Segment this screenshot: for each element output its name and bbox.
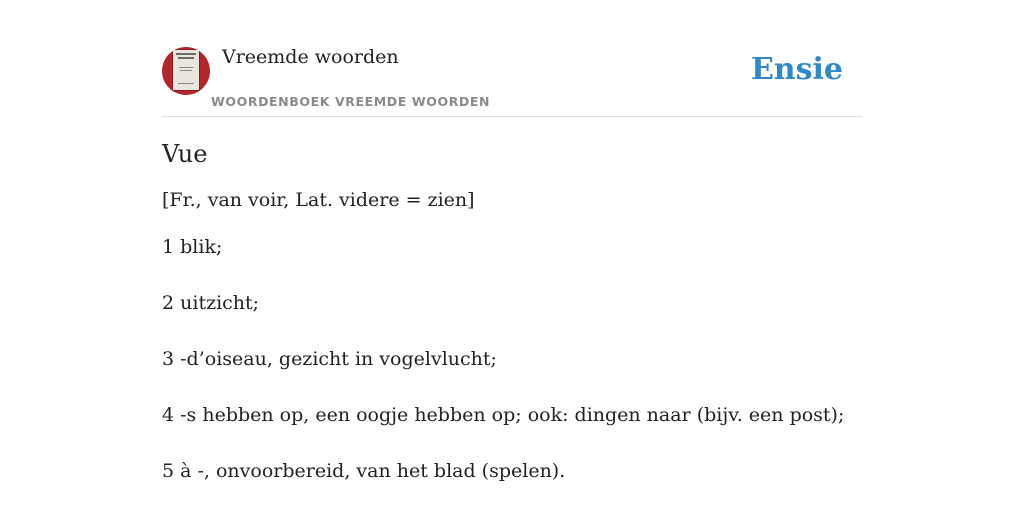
site-title[interactable]: Vreemde woorden xyxy=(222,46,399,68)
meanings-list xyxy=(162,235,862,483)
meaning-item: 3 -d’oiseau, gezicht in vogelvlucht; xyxy=(162,348,497,370)
book-cover-image xyxy=(172,49,200,91)
page-title: Vue xyxy=(162,140,208,168)
brand-logo[interactable]: Ensie xyxy=(750,52,843,87)
meaning-item: 4 -s hebben op, een oogje hebben op; ook: dingen naar (bijv. een post); xyxy=(162,404,845,426)
meaning-item: 1 blik; xyxy=(162,236,223,258)
book-cover-icon[interactable] xyxy=(162,47,210,95)
meaning-item: 2 uitzicht; xyxy=(162,292,260,314)
site-subtitle: WOORDENBOEK VREEMDE WOORDEN xyxy=(211,94,491,109)
header xyxy=(162,44,862,117)
etymology: [Fr., van voir, Lat. videre = zien] xyxy=(162,189,475,211)
meaning-item: 5 à -, onvoorbereid, van het blad (spelen). xyxy=(162,460,566,482)
dictionary-entry xyxy=(162,138,862,483)
